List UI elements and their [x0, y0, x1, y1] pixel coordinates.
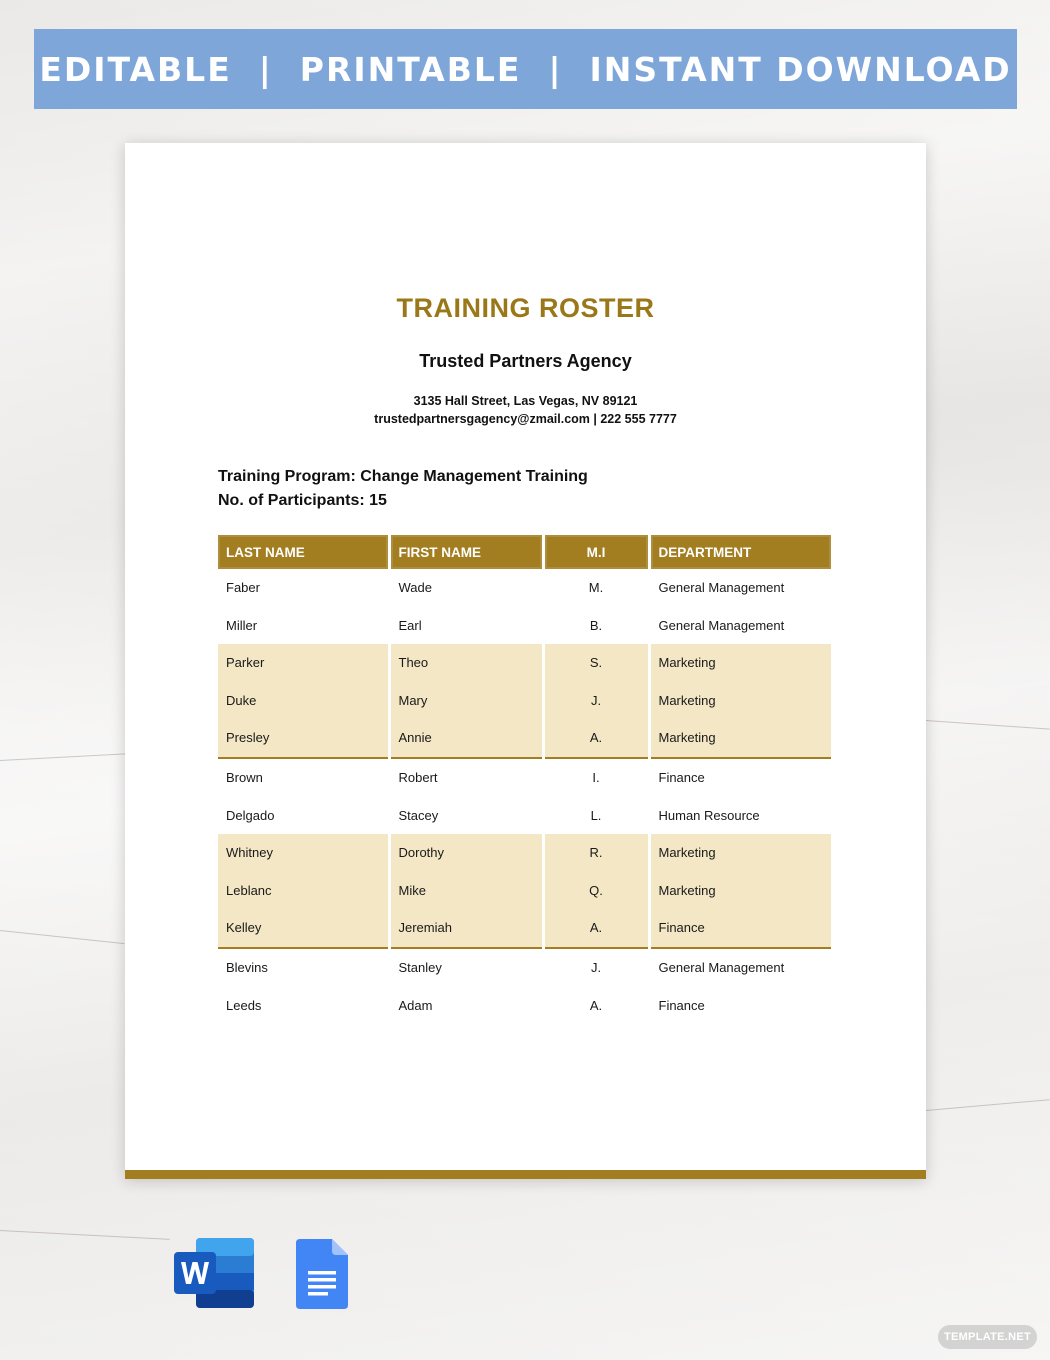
table-row	[218, 644, 831, 682]
cell-first-name: Mary	[389, 682, 543, 720]
google-docs-icon	[296, 1239, 348, 1309]
cell-middle-initial: M.	[543, 569, 649, 607]
cell-last-name: Whitney	[218, 834, 389, 872]
cell-department: Marketing	[649, 872, 831, 910]
cell-last-name: Duke	[218, 682, 389, 720]
cell-middle-initial: A.	[543, 719, 649, 758]
banner-text: EDITABLE | PRINTABLE | INSTANT DOWNLOAD	[39, 49, 1012, 89]
cell-middle-initial: S.	[543, 644, 649, 682]
cell-first-name: Adam	[389, 987, 543, 1025]
template-net-watermark	[938, 1325, 1037, 1349]
cell-department: Finance	[658, 770, 705, 785]
marble-vein	[926, 720, 1050, 730]
cell-department: General Management	[658, 617, 785, 633]
cell-department: Marketing	[649, 644, 831, 682]
column-header-middle-initial: M.I	[543, 535, 649, 569]
cell-last-name: Delgado	[218, 797, 389, 835]
cell-department: Marketing	[649, 719, 831, 758]
cell-first-name: Mike	[389, 872, 543, 910]
marble-vein	[0, 1230, 170, 1240]
feature-banner	[34, 29, 1017, 109]
table-header-row	[218, 535, 831, 569]
cell-middle-initial: A.	[543, 909, 649, 948]
column-header-last-name: LAST NAME	[218, 535, 389, 569]
cell-first-name: Stanley	[389, 948, 543, 987]
table-row	[218, 797, 831, 835]
cell-last-name: Brown	[218, 758, 389, 797]
cell-middle-initial: J.	[543, 948, 649, 987]
column-header-department: DEPARTMENT	[649, 535, 831, 569]
document-title: TRAINING ROSTER	[396, 293, 655, 323]
cell-department: Human Resource	[658, 807, 760, 823]
cell-department: Marketing	[649, 834, 831, 872]
cell-last-name: Leblanc	[218, 872, 389, 910]
cell-first-name: Robert	[389, 758, 543, 797]
agency-contact: trustedpartnersgagency@zmail.com | 222 555 7777	[374, 412, 677, 426]
table-row	[218, 758, 831, 797]
cell-first-name: Stacey	[389, 797, 543, 835]
cell-last-name: Parker	[218, 644, 389, 682]
table-row	[218, 909, 831, 948]
cell-last-name: Miller	[218, 607, 389, 645]
cell-middle-initial: R.	[543, 834, 649, 872]
column-header-first-name: FIRST NAME	[389, 535, 543, 569]
table-row	[218, 834, 831, 872]
table-row	[218, 682, 831, 720]
cell-last-name: Blevins	[218, 948, 389, 987]
cell-middle-initial: A.	[543, 987, 649, 1025]
cell-department: Finance	[658, 997, 705, 1013]
table-row	[218, 569, 831, 607]
cell-last-name: Presley	[218, 719, 389, 758]
table-row	[218, 872, 831, 910]
document-page	[125, 143, 926, 1179]
cell-first-name: Theo	[389, 644, 543, 682]
footer-accent-bar	[125, 1170, 926, 1179]
cell-middle-initial: Q.	[543, 872, 649, 910]
watermark-text: TEMPLATE.NET	[943, 1331, 1032, 1343]
cell-middle-initial: I.	[543, 758, 649, 797]
cell-first-name: Annie	[389, 719, 543, 758]
cell-last-name: Kelley	[218, 909, 389, 948]
table-row	[218, 948, 831, 987]
microsoft-word-icon	[174, 1238, 254, 1308]
cell-first-name: Dorothy	[389, 834, 543, 872]
cell-department: Marketing	[649, 682, 831, 720]
cell-middle-initial: J.	[543, 682, 649, 720]
cell-department: Finance	[649, 909, 831, 948]
cell-first-name: Jeremiah	[389, 909, 543, 948]
table-row	[218, 987, 831, 1025]
cell-middle-initial: B.	[543, 607, 649, 645]
cell-last-name: Faber	[218, 569, 389, 607]
participant-count: No. of Participants: 15	[218, 492, 387, 509]
cell-first-name: Earl	[389, 607, 543, 645]
training-program: Training Program: Change Management Training	[218, 468, 588, 485]
cell-department: General Management	[658, 580, 785, 596]
table-row	[218, 719, 831, 758]
marble-vein	[926, 1099, 1050, 1111]
table-row	[218, 607, 831, 645]
cell-department: General Management	[658, 960, 785, 975]
agency-address: 3135 Hall Street, Las Vegas, NV 89121	[413, 394, 638, 408]
roster-table	[218, 535, 831, 1024]
marble-vein	[0, 930, 124, 944]
agency-name: Trusted Partners Agency	[419, 351, 632, 371]
cell-first-name: Wade	[389, 569, 543, 607]
cell-middle-initial: L.	[543, 797, 649, 835]
cell-last-name: Leeds	[218, 987, 389, 1025]
